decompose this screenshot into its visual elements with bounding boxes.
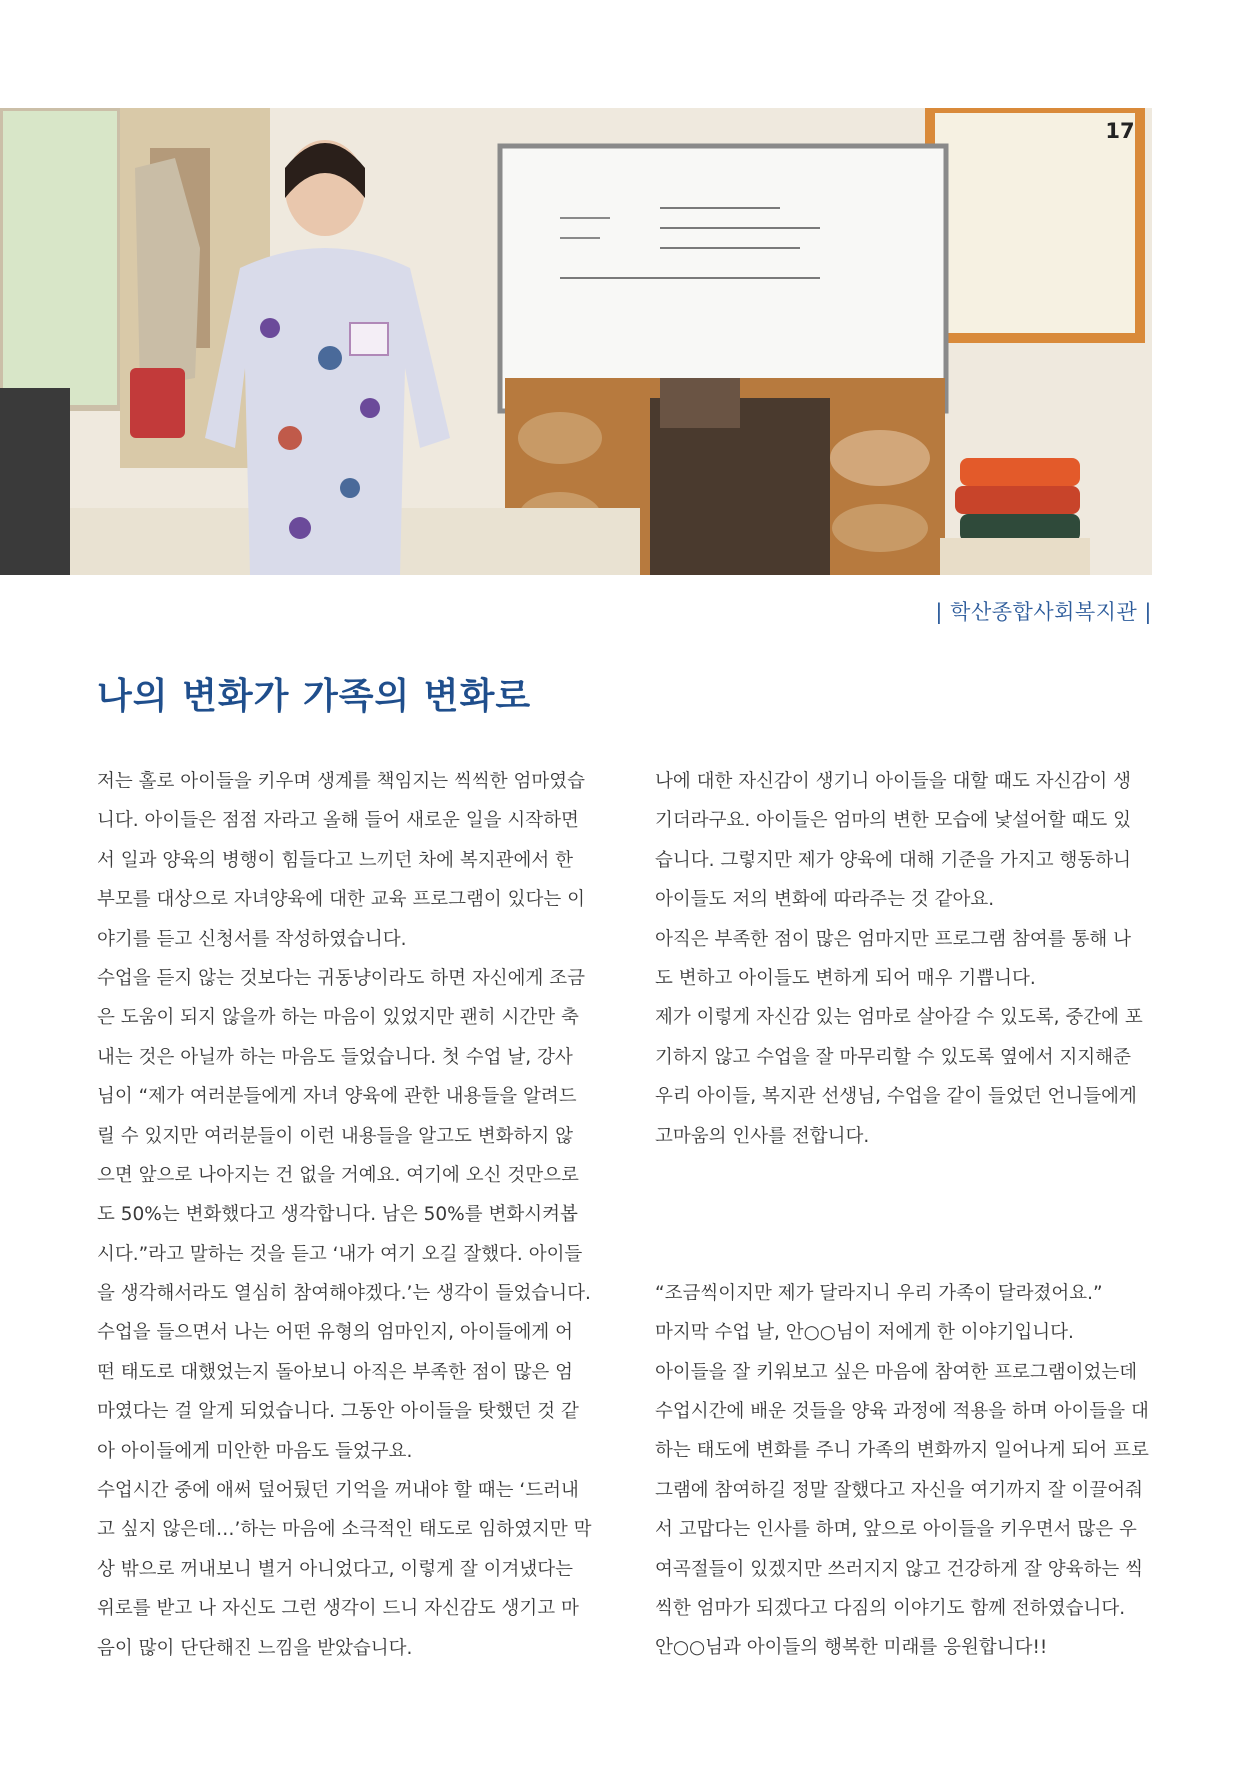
text-line: 제가 이렇게 자신감 있는 엄마로 살아갈 수 있도록, 중간에 포 [655, 1007, 1143, 1029]
text-line: 시다.”라고 말하는 것을 듣고 ‘내가 여기 오길 잘했다. 아이들 [97, 1243, 583, 1265]
article-column-right [655, 762, 1160, 1668]
text-line: 기하지 않고 수업을 잘 마무리할 수 있도록 옆에서 지지해준 [655, 1046, 1131, 1068]
classroom-photo [0, 108, 1152, 575]
text-line: 여곡절들이 있겠지만 쓰러지지 않고 건강하게 잘 양육하는 씩 [655, 1558, 1143, 1580]
text-line: 도 50%는 변화했다고 생각합니다. 남은 50%를 변화시켜봅 [97, 1204, 578, 1226]
quote-line: “조금씩이지만 제가 달라지니 우리 가족이 달라졌어요.” [655, 1282, 1103, 1304]
text-line: 님이 “제가 여러분들에게 자녀 양육에 관한 내용들을 알려드 [97, 1086, 577, 1108]
text-line: 부모를 대상으로 자녀양육에 대한 교육 프로그램이 있다는 이 [97, 889, 585, 911]
text-line: 서 고맙다는 인사를 하며, 앞으로 아이들을 키우면서 많은 우 [655, 1519, 1137, 1541]
text-line: 아 아이들에게 미안한 마음도 들었구요. [97, 1440, 413, 1462]
text-line: 고마움의 인사를 전합니다. [655, 1125, 870, 1147]
text-line: 수업시간 중에 애써 덮어뒀던 기억을 꺼내야 할 때는 ‘드러내 [97, 1480, 579, 1502]
text-line: 수업시간에 배운 것들을 양육 과정에 적용을 하며 아이들을 대 [655, 1401, 1149, 1423]
text-line: 상 밖으로 꺼내보니 별거 아니었다고, 이렇게 잘 이겨냈다는 [97, 1558, 573, 1580]
page-number: 17 [1105, 119, 1135, 143]
text-line: 저는 홀로 아이들을 키우며 생계를 책임지는 씩씩한 엄마였습 [97, 771, 585, 792]
text-line: 기더라구요. 아이들은 엄마의 변한 모습에 낯설어할 때도 있 [655, 810, 1131, 832]
text-line: 서 일과 양육의 병행이 힘들다고 느끼던 차에 복지관에서 한 [97, 849, 573, 871]
text-line: 마였다는 걸 알게 되었습니다. 그동안 아이들을 탓했던 것 같 [97, 1401, 579, 1423]
text-line: 아직은 부족한 점이 많은 엄마지만 프로그램 참여를 통해 나 [655, 928, 1131, 950]
text-line: 니다. 아이들은 점점 자라고 올해 들어 새로운 일을 시작하면 [97, 810, 579, 832]
text-line: 마지막 수업 날, 안○○님이 저에게 한 이야기입니다. [655, 1322, 1074, 1344]
text-line: 릴 수 있지만 여러분들이 이런 내용들을 알고도 변화하지 않 [97, 1125, 573, 1147]
text-line: 도 변하고 아이들도 변하게 되어 매우 기쁩니다. [655, 967, 1036, 989]
text-line: 은 도움이 되지 않을까 하는 마음이 있었지만 괜히 시간만 축 [97, 1007, 579, 1029]
text-line: 음이 많이 단단해진 느낌을 받았습니다. [97, 1637, 413, 1659]
organization-label: | 학산종합사회복지관 | [935, 600, 1152, 624]
paragraph-spacer [655, 1156, 1160, 1274]
text-line: 수업을 듣지 않는 것보다는 귀동냥이라도 하면 자신에게 조금 [97, 967, 585, 989]
text-line: 고 싶지 않은데…’하는 마음에 소극적인 태도로 임하였지만 막 [97, 1519, 592, 1541]
text-line: 아이들도 저의 변화에 따라주는 것 같아요. [655, 889, 995, 911]
text-line: 씩한 엄마가 되겠다고 다짐의 이야기도 함께 전하였습니다. [655, 1598, 1126, 1620]
text-line: 떤 태도로 대했었는지 돌아보니 아직은 부족한 점이 많은 엄 [97, 1361, 573, 1383]
text-line: 우리 아이들, 복지관 선생님, 수업을 같이 들었던 언니들에게 [655, 1086, 1137, 1108]
text-line: 아이들을 잘 키워보고 싶은 마음에 참여한 프로그램이었는데 [655, 1361, 1138, 1383]
photo-illustration [0, 108, 1152, 575]
text-line: 하는 태도에 변화를 주니 가족의 변화까지 일어나게 되어 프로 [655, 1440, 1149, 1462]
article-headline: 나의 변화가 가족의 변화로 [97, 676, 532, 717]
text-line: 습니다. 그렇지만 제가 양육에 대해 기준을 가지고 행동하니 [655, 849, 1131, 871]
article-column-left [97, 762, 602, 1668]
text-line: 내는 것은 아닐까 하는 마음도 들었습니다. 첫 수업 날, 강사 [97, 1046, 573, 1068]
text-line: 위로를 받고 나 자신도 그런 생각이 드니 자신감도 생기고 마 [97, 1598, 579, 1620]
text-line: 으면 앞으로 나아지는 건 없을 거예요. 여기에 오신 것만으로 [97, 1164, 579, 1186]
text-line: 안○○님과 아이들의 행복한 미래를 응원합니다!! [655, 1637, 1048, 1659]
text-line: 나에 대한 자신감이 생기니 아이들을 대할 때도 자신감이 생 [655, 771, 1131, 792]
text-line: 을 생각해서라도 열심히 참여해야겠다.’는 생각이 들었습니다. [97, 1283, 591, 1305]
text-line: 야기를 듣고 신청서를 작성하였습니다. [97, 928, 407, 950]
text-line: 수업을 들으면서 나는 어떤 유형의 엄마인지, 아이들에게 어 [97, 1322, 573, 1344]
text-line: 그램에 참여하길 정말 잘했다고 자신을 여기까지 잘 이끌어줘 [655, 1479, 1143, 1501]
